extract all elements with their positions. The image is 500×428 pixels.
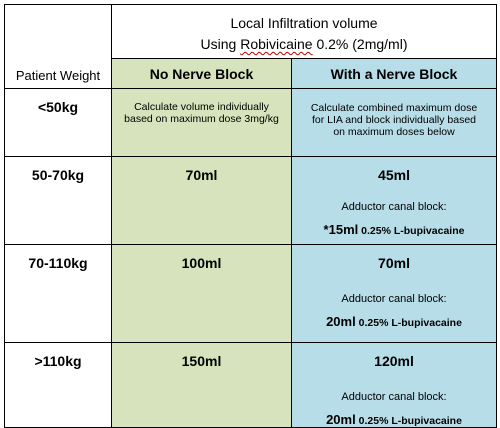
table-title	[112, 5, 497, 59]
table-row-over-110kg	[5, 343, 497, 428]
weight-label: >110kg	[34, 353, 82, 369]
title-line1: Local Infiltration volume	[230, 15, 378, 31]
table-row-50-70kg	[5, 157, 497, 245]
desc-line: Calculate volume individually	[134, 101, 269, 113]
no-block-volume	[112, 245, 292, 343]
patient-weight-label: Patient Weight	[15, 68, 101, 83]
no-block-volume	[112, 157, 292, 245]
table-row-70-110kg	[5, 245, 497, 343]
bup-volume: 20ml	[326, 314, 356, 329]
patient-weight-header	[5, 5, 112, 89]
with-block-volume	[292, 343, 497, 428]
volume-value: 100ml	[181, 255, 222, 271]
weight-label: 50-70kg	[31, 167, 85, 183]
title-suffix: 0.2% (2mg/ml)	[312, 36, 408, 52]
header-row	[5, 5, 497, 59]
weight-cell	[5, 89, 112, 157]
desc-line: for LIA and block individually based	[311, 114, 477, 126]
with-block-volume	[292, 157, 497, 245]
dosing-table	[4, 4, 497, 428]
volume-value: 45ml	[378, 167, 410, 183]
volume-value: 70ml	[185, 167, 218, 183]
table-row-under-50kg	[5, 89, 497, 157]
bupivacaine-dose	[292, 313, 496, 329]
bupivacaine-dose	[292, 411, 496, 427]
weight-cell	[5, 157, 112, 245]
bup-volume: *15ml	[323, 222, 359, 237]
title-prefix: Using	[200, 36, 241, 52]
no-nerve-block-header	[112, 59, 292, 89]
block-label: Adductor canal block:	[341, 293, 447, 305]
bup-drug: 0.25% L-bupivacaine	[358, 225, 465, 237]
with-block-volume	[292, 245, 497, 343]
block-label: Adductor canal block:	[341, 201, 447, 213]
desc-line: based on maximum dose 3mg/kg	[124, 113, 279, 125]
volume-value: 120ml	[374, 353, 414, 369]
with-block-description	[292, 89, 497, 157]
no-nerve-block-label: No Nerve Block	[149, 65, 254, 82]
bup-drug: 0.25% L-bupivacaine	[355, 317, 462, 329]
block-label: Adductor canal block:	[341, 391, 447, 403]
weight-label: <50kg	[37, 99, 79, 115]
no-block-description	[112, 89, 292, 157]
bupivacaine-dose	[292, 221, 496, 237]
drug-name-misspelled: Robivicaine	[240, 36, 313, 52]
desc-line: Calculate combined maximum dose	[310, 102, 478, 114]
bup-drug: 0.25% L-bupivacaine	[355, 415, 462, 427]
with-nerve-block-label: With a Nerve Block	[330, 65, 458, 82]
volume-value: 70ml	[378, 255, 410, 271]
weight-cell	[5, 245, 112, 343]
no-block-volume	[112, 343, 292, 428]
weight-cell	[5, 343, 112, 428]
desc-line: on maximum doses below	[333, 126, 455, 138]
with-nerve-block-header	[292, 59, 497, 89]
volume-value: 150ml	[181, 353, 222, 369]
weight-label: 70-110kg	[28, 255, 88, 271]
bup-volume: 20ml	[326, 412, 356, 427]
title-line2	[112, 34, 496, 55]
